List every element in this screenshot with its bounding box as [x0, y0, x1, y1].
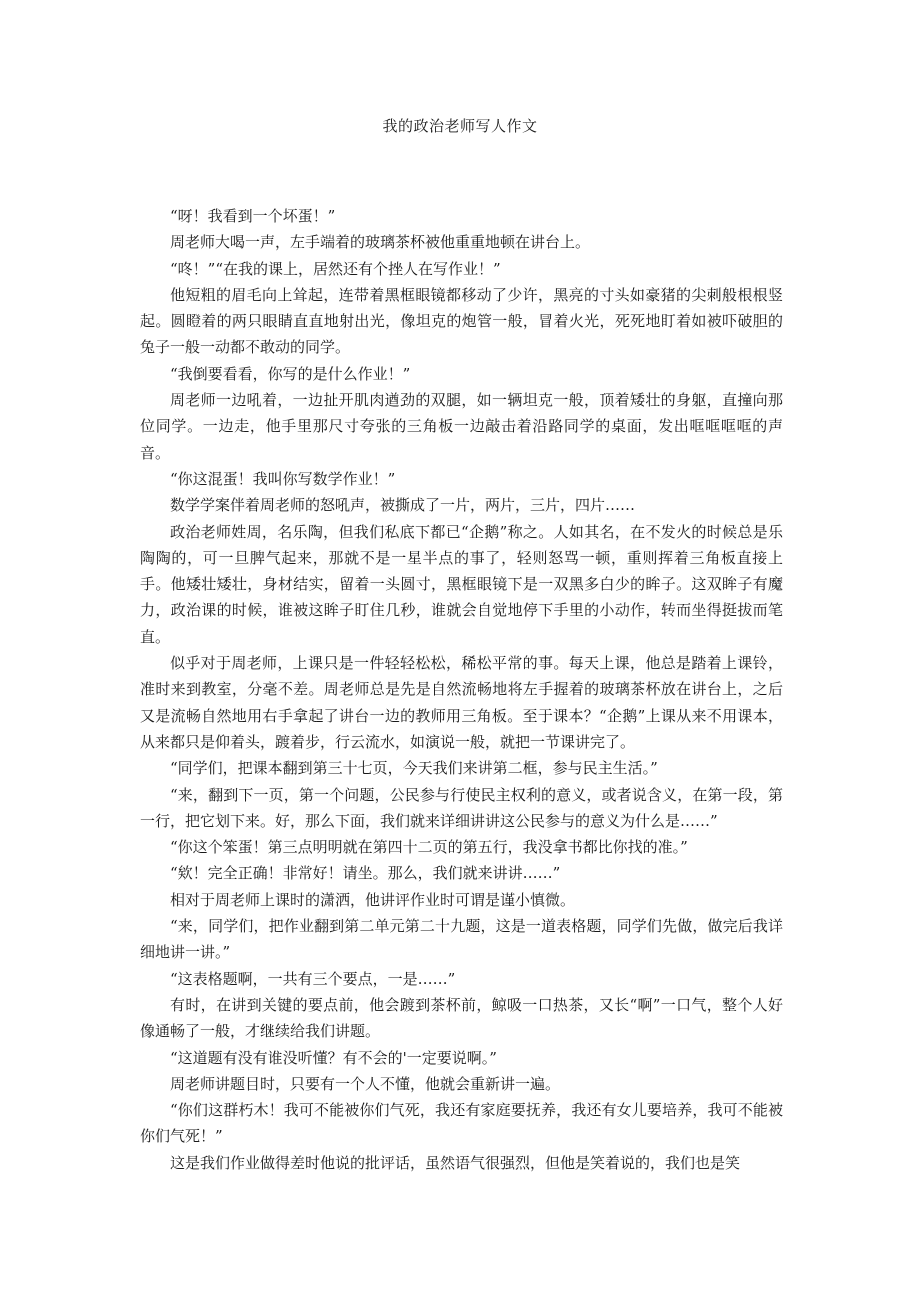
paragraph: 相对于周老师上课时的潇洒，他讲评作业时可谓是谨小慎微。: [170, 890, 576, 909]
paragraph: 他短粗的眉毛向上耸起，连带着黑框眼镜都移动了少许，黑亮的寸头如豪猪的尖刺般根根竖起。圆瞪着的两只眼睛直直地射出光，像坦克的炮管一般，冒着火光，死死地盯着如被吓破胆的兔子一般一动都不敢动的同学。: [140, 285, 783, 357]
paragraph: “你们这群朽木！我可不能被你们气死，我还有家庭要抚养，我还有女儿要培养，我可不能被你们气死！”: [140, 1101, 783, 1146]
document-title: 我的政治老师写人作文: [382, 117, 538, 135]
paragraph: 这是我们作业做得差时他说的批评话，虽然语气很强烈，但他是笑着说的，我们也是笑: [170, 1153, 741, 1172]
paragraph: 政治老师姓周，名乐陶，但我们私底下都已“企鹅”称之。人如其名，在不发火的时候总是乐陶陶的，可一旦脾气起来，那就不是一星半点的事了，轻则怒骂一顿，重则挥着三角板直接上手。他矮壮矮壮，身材结实，留着一头圆寸，黑框眼镜下是一双黑多白少的眸子。这双眸子有魔力，政治课的时候，谁被这眸子盯住几秒，谁就会自觉地停下手里的小动作，转而坐得挺拔而笔直。: [140, 522, 783, 646]
paragraph: 周老师一边吼着，一边扯开肌肉遒劲的双腿，如一辆坦克一般，顶着矮壮的身躯，直撞向那位同学。一边走，他手里那尺寸夸张的三角板一边敲击着沿路同学的桌面，发出哐哐哐哐的声音。: [140, 391, 783, 462]
paragraph: 周老师大喝一声，左手端着的玻璃茶杯被他重重地顿在讲台上。: [170, 233, 591, 252]
paragraph: 周老师讲题目时，只要有一个人不懂，他就会重新讲一遍。: [170, 1074, 561, 1093]
paragraph: “咚！”“在我的课上，居然还有个挫人在写作业！”: [170, 259, 501, 278]
paragraph: 有时，在讲到关键的要点前，他会踱到茶杯前，鲸吸一口热茶，又长“啊”一口气，整个人好像通畅了一般，才继续给我们讲题。: [140, 995, 783, 1041]
paragraph: “欸！完全正确！非常好！请坐。那么，我们就来讲讲……”: [170, 864, 561, 883]
paragraph: 数学学案伴着周老师的怒吼声，被撕成了一片，两片，三片，四片……: [170, 496, 636, 515]
paragraph: “你这个笨蛋！第三点明明就在第四十二页的第五行，我没拿书都比你找的准。”: [170, 838, 688, 857]
paragraph: “你这混蛋！我叫你写数学作业！”: [170, 469, 396, 488]
paragraph: 似乎对于周老师，上课只是一件轻轻松松，稀松平常的事。每天上课，他总是踏着上课铃，准时来到教室，分毫不差。周老师总是先是自然流畅地将左手握着的玻璃茶杯放在讲台上，之后又是流畅自然地用右手拿起了讲台一边的教师用三角板。至于课本？“企鹅”上课从来不用课本，从来都只是仰着头，踱着步，行云流水，如演说一般，就把一节课讲完了。: [140, 654, 783, 751]
paragraph: “我倒要看看，你写的是什么作业！”: [170, 364, 411, 383]
paragraph: “这表格题啊，一共有三个要点，一是……”: [170, 969, 456, 988]
paragraph: “这道题有没有谁没听懂？有不会的'一定要说啊。”: [170, 1048, 497, 1067]
paragraph: “来，翻到下一页，第一个问题，公民参与行使民主权利的意义，或者说含义，在第一段，第一行，把它划下来。好，那么下面，我们就来详细讲讲这公民参与的意义为什么是……”: [140, 785, 783, 830]
paragraph: “同学们，把课本翻到第三十七页，今天我们来讲第二框，参与民主生活。”: [170, 759, 658, 778]
paragraph: “来，同学们，把作业翻到第二单元第二十九题，这是一道表格题，同学们先做，做完后我详细地讲一讲。”: [140, 917, 783, 962]
paragraph: “呀！我看到一个坏蛋！”: [170, 207, 336, 225]
document-body: [140, 203, 783, 1176]
